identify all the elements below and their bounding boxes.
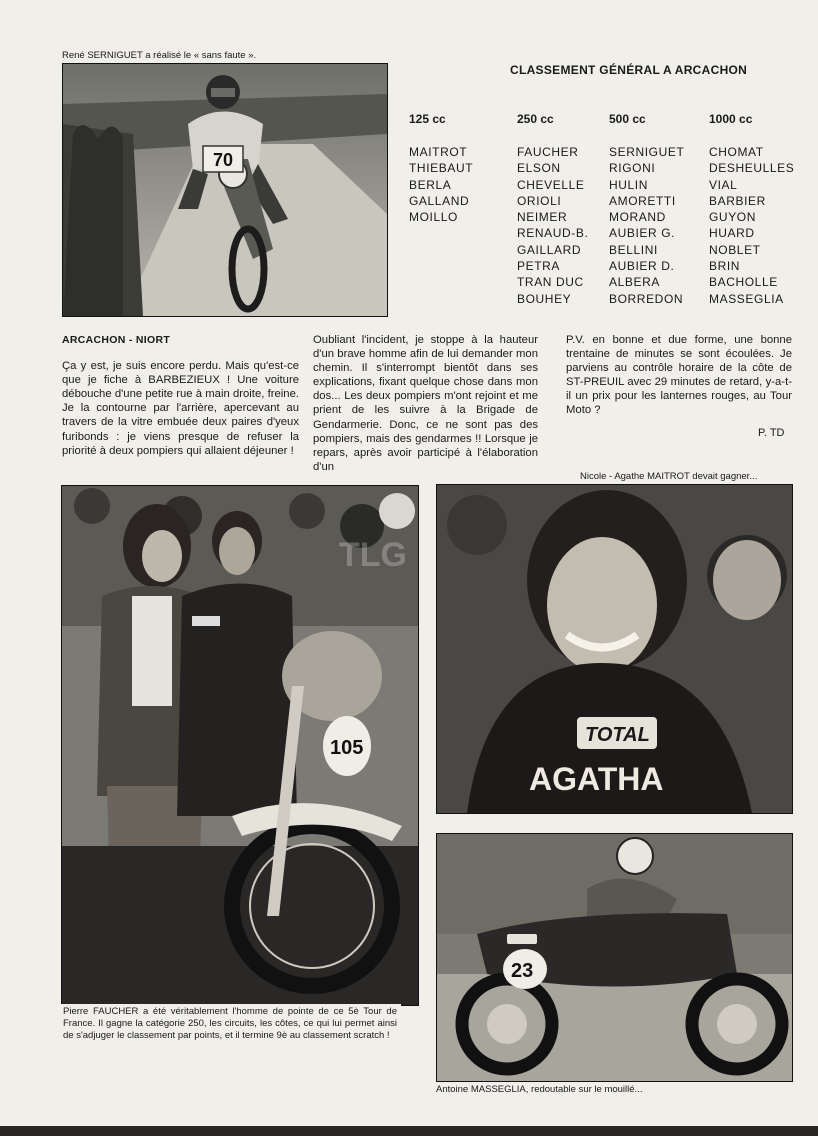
agathe-photo (436, 484, 793, 814)
article-col-3 (566, 333, 792, 418)
svg-text:TLG: TLG (339, 536, 407, 574)
sponsor-logo-text: TOTAL (585, 724, 650, 746)
rider-number: 70 (213, 150, 234, 170)
names-125 (409, 144, 473, 225)
col-header-250: 250 cc (517, 112, 554, 126)
top-photo-caption: René SERNIGUET a réalisé le « sans faute ». (62, 50, 257, 61)
masseglia-bike-number: 23 (511, 960, 534, 982)
result-name: RIGONI (609, 161, 656, 176)
faucher-bike-number: 105 (330, 737, 364, 759)
serniguet-photo (62, 63, 388, 317)
result-name: AUBIER G. (609, 226, 676, 241)
names-250 (517, 144, 588, 307)
article-paragraph: Oubliant l'incident, je stoppe à la hauteur d'un brave homme afin de lui demander mon chemin. Il s'interrompt bientôt dans ses explications, fixant quelque chose dans mon dos... Les deux pompiers m'ont rejoint et me prient de les suivre à la Brigade de Gendarmerie. Donc, ce ne sont pas des pompiers, mais des gendarmes !! Lorsque je repars, après avoir participé à l'élaboration d'un (313, 334, 538, 473)
result-name: VIAL (709, 177, 738, 192)
result-name: BACHOLLE (709, 275, 778, 290)
result-name: RENAUD-B. (517, 226, 589, 241)
article-col-2 (313, 333, 538, 474)
article-signature: P. TD (758, 427, 785, 439)
result-name: THIEBAUT (409, 161, 474, 176)
result-name: ORIOLI (517, 193, 562, 208)
result-name: BRIN (709, 259, 741, 274)
result-name: HULIN (609, 177, 649, 192)
faucher-photo (61, 485, 419, 1006)
result-name: ALBERA (609, 275, 660, 290)
col-header-125: 125 cc (409, 112, 446, 126)
article-heading: ARCACHON - NIORT (62, 334, 171, 346)
names-500 (609, 144, 684, 307)
result-name: MORAND (609, 210, 666, 225)
result-name: ELSON (517, 161, 561, 176)
result-name: AUBIER D. (609, 259, 675, 274)
article-col-1 (62, 333, 299, 458)
col-header-1000: 1000 cc (709, 112, 753, 126)
result-name: NEIMER (517, 210, 568, 225)
result-name: GUYON (709, 210, 757, 225)
result-name: CHOMAT (709, 145, 764, 159)
result-name: FAUCHER (517, 145, 579, 159)
col-header-500: 500 cc (609, 112, 646, 126)
agathe-photo-caption: Nicole - Agathe MAITROT devait gagner... (580, 471, 758, 482)
result-name: PETRA (517, 259, 561, 274)
names-1000 (709, 144, 794, 307)
result-name: BERLA (409, 177, 452, 192)
result-name: NOBLET (709, 242, 761, 257)
results-title: CLASSEMENT GÉNÉRAL A ARCACHON (510, 63, 748, 77)
article-paragraph: P.V. en bonne et due forme, une bonne trentaine de minutes se sont écoulées. Je parviens au contrôle horaire de la côte de ST-PREUIL avec 29 minutes de retard, y-a-t-il un prix pour les lanternes rouges, au Tour Moto ? (566, 334, 792, 417)
result-name: CHEVELLE (517, 177, 585, 192)
result-name: HUARD (709, 226, 755, 241)
result-name: MAITROT (409, 145, 468, 159)
result-name: BELLINI (609, 242, 658, 257)
page-bottom-edge (0, 1126, 818, 1136)
result-name: MOILLO (409, 210, 458, 225)
article-paragraph: Ça y est, je suis encore perdu. Mais qu'est-ce que je fiche à BARBEZIEUX ! Une voiture débouche d'une petite rue à main droite, freine. Je la contourne par l'arrière, apercevant au travers de la vitre embuée deux paires d'yeux furibonds : je viens presque de refuser la priorité à deux pompiers qui allaient déjeuner ! (62, 360, 299, 457)
result-name: SERNIGUET (609, 145, 685, 159)
faucher-photo-caption: Pierre FAUCHER a été véritablement l'homme de pointe de ce 5è Tour de France. Il gagne la catégorie 250, les circuits, les côtes, ce qui lui permet ainsi de s'adjuger le classement par points, et il termine 9è au classement scratch ! (61, 1004, 401, 1046)
result-name: BOUHEY (517, 291, 572, 306)
result-name: MASSEGLIA (709, 291, 784, 306)
masseglia-photo (436, 833, 793, 1082)
result-name: DESHEULLES (709, 161, 795, 176)
result-name: BARBIER (709, 193, 766, 208)
result-name: TRAN DUC (517, 275, 584, 290)
result-name: GALLAND (409, 193, 470, 208)
jacket-name-text: AGATHA (529, 761, 664, 797)
result-name: BORREDON (609, 291, 684, 306)
result-name: AMORETTI (609, 193, 676, 208)
masseglia-photo-caption: Antoine MASSEGLIA, redoutable sur le mouillé... (436, 1084, 643, 1095)
result-name: GAILLARD (517, 242, 582, 257)
